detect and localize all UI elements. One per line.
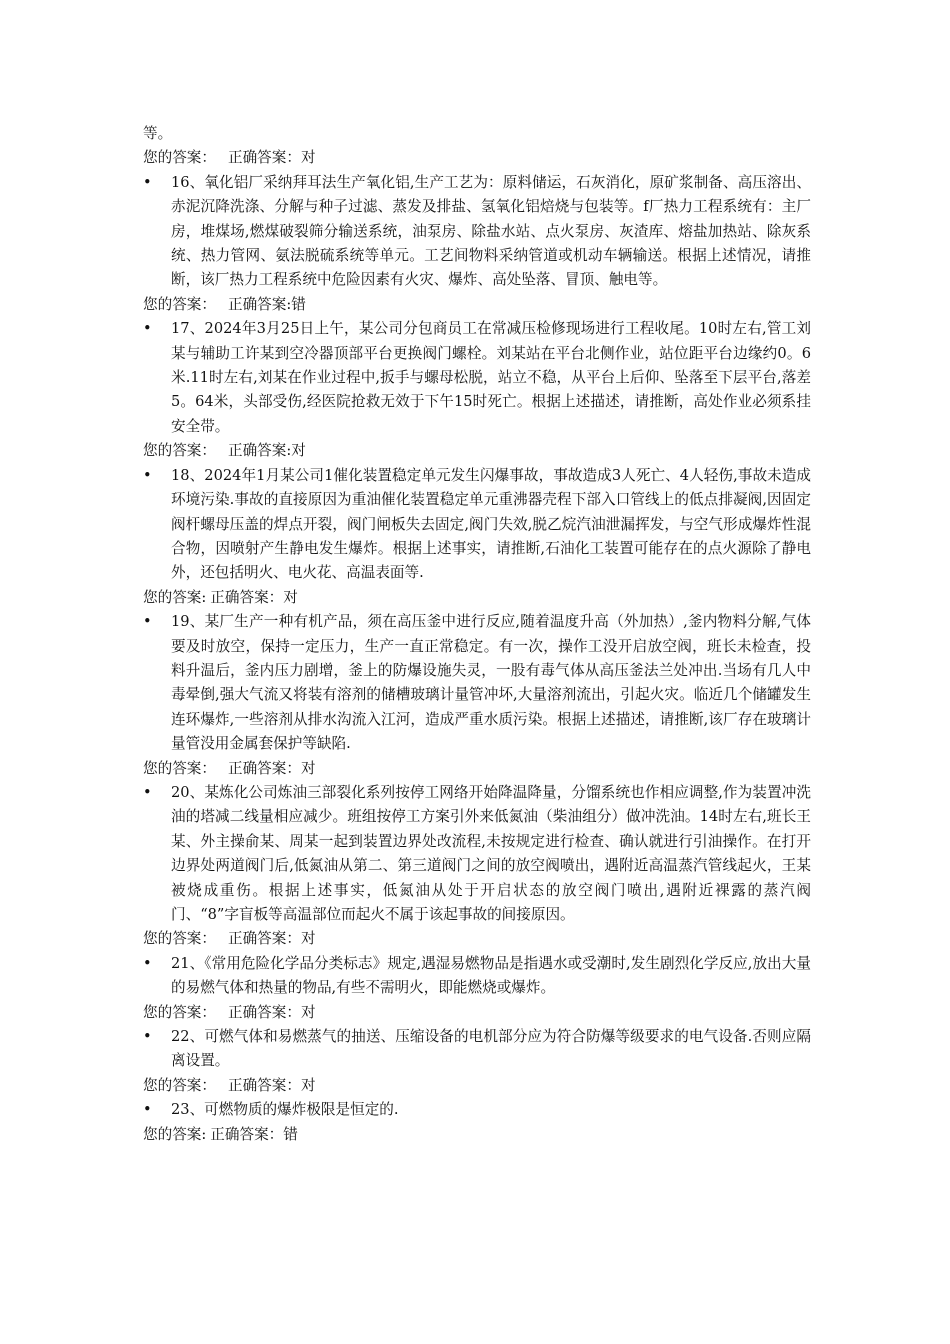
correct-answer-label: 正确答案： [210, 588, 284, 606]
question-row [143, 171, 811, 293]
list-item [143, 610, 811, 781]
leading-answer-line [143, 146, 811, 170]
answer-line [143, 293, 811, 317]
answer-line [143, 439, 811, 463]
bullet-icon: • [143, 1028, 152, 1046]
correct-answer-value: 对 [300, 1003, 316, 1021]
question-text: 20、某炼化公司炼油三部裂化系列按停工网络开始降温降量，分馏系统也作相应调整,作为装置冲洗油的塔减二线量相应减少。班组按停工方案引外来低氮油（柴油组分）做冲洗油。14时左右,班长王某、外主操俞某、周某一起到装置边界处改流程,未按规定进行检查、确认就进行引油操作。在打开边界处两道阀门后,低氮油从第二、第三道阀门之间的放空阀喷出，遇附近高温蒸汽管线起火，王某被烧成重伤。根据上述事实，低氮油从处于开启状态的放空阀门喷出,遇附近裸露的蒸汽阀门、“8”字盲板等高温部位而起火不属于该起事故的间接原因。 [171, 783, 811, 923]
correct-answer-value: 对 [300, 759, 316, 777]
question-row [143, 1025, 811, 1074]
list-item [143, 171, 811, 317]
correct-answer-label: 正确答案： [227, 759, 301, 777]
answer-line [143, 586, 811, 610]
list-item [143, 952, 811, 1025]
bullet-icon: • [143, 466, 152, 484]
bullet-icon: • [143, 1101, 152, 1119]
list-item [143, 317, 811, 463]
correct-answer-label: 正确答案： [227, 149, 301, 167]
question-row [143, 781, 811, 927]
question-row [143, 610, 811, 756]
bullet-icon: • [143, 613, 152, 631]
your-answer-label: 您的答案： [143, 295, 216, 313]
question-row [143, 1098, 811, 1122]
correct-answer-value: 对 [300, 1076, 316, 1094]
leading-text: 等。 [143, 125, 173, 142]
list-item [143, 1025, 811, 1098]
bullet-icon: • [143, 954, 152, 972]
question-list [143, 171, 811, 1147]
answer-line [143, 1001, 811, 1025]
answer-line [143, 1123, 811, 1147]
your-answer-label: 您的答案： [143, 1076, 216, 1094]
list-item [143, 1098, 811, 1147]
bullet-icon: • [143, 320, 152, 338]
question-row [143, 464, 811, 586]
question-text: 16、氧化铝厂采纳拜耳法生产氧化铝,生产工艺为：原料储运，石灰消化，原矿浆制备、高压溶出、赤泥沉降洗涤、分解与种子过滤、蒸发及排盐、氢氧化铝焙烧与包装等。f厂热力工程系统有：主厂房，堆煤场,燃煤破裂筛分输送系统，油泵房、除盐水站、点火泵房、灰渣库、熔盐加热站、除灰系统、热力管网、氨法脱硫系统等单元。工艺间物料采纳管道或机动车辆输送。根据上述情况，请推断，该厂热力工程系统中危险因素有火灾、爆炸、高处坠落、冒顶、触电等。 [171, 173, 811, 289]
correct-answer-label: 正确答案: [227, 295, 292, 313]
your-answer-label: 您的答案： [143, 759, 216, 777]
correct-answer-label: 正确答案： [227, 930, 301, 948]
question-row [143, 317, 811, 439]
correct-answer-value: 对 [300, 930, 316, 948]
question-text: 17、2024年3月25日上午，某公司分包商员工在常减压检修现场进行工程收尾。10时左右,管工刘某与辅助工许某到空冷器顶部平台更换阀门螺栓。刘某站在平台北侧作业，站位距平台边缘约0。6米.11时左右,刘某在作业过程中,扳手与螺母松脱，站立不稳，从平台上后仰、坠落至下层平台,落差5。64米，头部受伤,经医院抢救无效于下午15时死亡。根据上述描述，请推断，高处作业必须系挂安全带。 [171, 320, 811, 435]
question-text: 22、可燃气体和易燃蒸气的抽送、压缩设备的电机部分应为符合防爆等级要求的电气设备.否则应隔离设置。 [171, 1028, 811, 1070]
correct-answer-value: 错 [283, 1125, 298, 1143]
question-text: 21、《常用危险化学品分类标志》规定,遇湿易燃物品是指遇水或受潮时,发生剧烈化学反应,放出大量的易燃气体和热量的物品,有些不需明火，即能燃烧或爆炸。 [171, 954, 811, 997]
list-item [143, 781, 811, 952]
your-answer-label: 您的答案： [143, 930, 216, 948]
your-answer-label: 您的答案： [143, 442, 216, 460]
correct-answer-label: 正确答案： [227, 1003, 301, 1021]
correct-answer-value: 对 [283, 588, 298, 606]
your-answer-label: 您的答案: [143, 588, 207, 606]
bullet-icon: • [143, 173, 152, 191]
correct-answer-value: 对 [300, 149, 316, 167]
question-text: 19、某厂生产一种有机产品，须在高压釜中进行反应,随着温度升高（外加热）,釜内物料分解,气体要及时放空，保持一定压力，生产一直正常稳定。有一次，操作工没开启放空阀，班长未检查，投料升温后，釜内压力剧增，釜上的防爆设施失灵，一股有毒气体从高压釜法兰处冲出.当场有几人中毒晕倒,强大气流又将装有溶剂的储槽玻璃计量管冲坏,大量溶剂流出，引起火灾。临近几个储罐发生连环爆炸,一些溶剂从排水沟流入江河，造成严重水质污染。根据上述描述，请推断,该厂存在玻璃计量管没用金属套保护等缺陷. [171, 613, 811, 753]
question-row [143, 952, 811, 1001]
answer-line [143, 757, 811, 781]
document-page [143, 122, 811, 1147]
correct-answer-label: 正确答案： [227, 1076, 301, 1094]
correct-answer-label: 正确答案： [210, 1125, 284, 1143]
answer-line [143, 1074, 811, 1098]
question-text: 18、2024年1月某公司1催化装置稳定单元发生闪爆事故，事故造成3人死亡、4人轻伤,事故未造成环境污染.事故的直接原因为重油催化装置稳定单元重沸器壳程下部入口管线上的低点排凝阀,因固定阀杆螺母压盖的焊点开裂，阀门闸板失去固定,阀门失效,脱乙烷汽油泄漏挥发，与空气形成爆炸性混合物，因喷射产生静电发生爆炸。根据上述事实，请推断,石油化工装置可能存在的点火源除了静电外，还包括明火、电火花、高温表面等. [171, 466, 811, 582]
answer-line [143, 927, 811, 951]
your-answer-label: 您的答案： [143, 149, 216, 167]
question-text: 23、可燃物质的爆炸极限是恒定的. [171, 1101, 399, 1119]
your-answer-label: 您的答案： [143, 1003, 216, 1021]
list-item [143, 464, 811, 610]
correct-answer-value: 错 [291, 295, 306, 313]
correct-answer-label: 正确答案: [227, 442, 292, 460]
bullet-icon: • [143, 783, 152, 801]
your-answer-label: 您的答案: [143, 1125, 207, 1143]
correct-answer-value: 对 [291, 442, 306, 460]
